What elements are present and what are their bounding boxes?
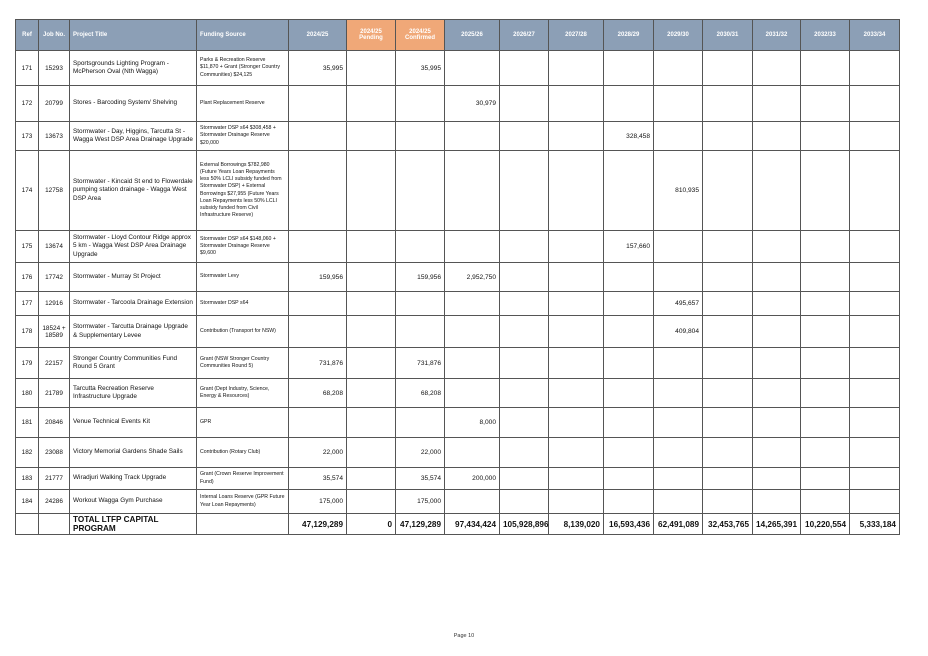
cell-job-no: 15293 [39, 51, 70, 86]
cell-2028-29 [604, 438, 654, 468]
cell-2024-25: 68,208 [289, 379, 347, 408]
cell-2028-29 [604, 86, 654, 122]
table-row [16, 379, 900, 408]
cell-2030-31 [703, 86, 753, 122]
cell-ref: 176 [16, 263, 39, 292]
cell-project-title: Victory Memorial Gardens Shade Sails [70, 438, 197, 468]
cell-2028-29 [604, 348, 654, 379]
cell-project-title: Wiradjuri Walking Track Upgrade [70, 468, 197, 490]
cell-2024-25-confirmed: 68,208 [396, 379, 445, 408]
table-row [16, 408, 900, 438]
cell-2027-28 [549, 348, 604, 379]
cell-2024-25-confirmed [396, 316, 445, 348]
cell-job-no: 18524 + 18589 [39, 316, 70, 348]
col-2032-33: 2032/33 [801, 20, 850, 51]
cell-2024-25-pending [347, 151, 396, 231]
cell-2026-27 [500, 379, 549, 408]
cell-2026-27 [500, 86, 549, 122]
cell-ref: 181 [16, 408, 39, 438]
cell-2032-33 [801, 151, 850, 231]
table-row [16, 122, 900, 151]
cell-2024-25-confirmed: 35,995 [396, 51, 445, 86]
cell-2025-26: 200,000 [445, 468, 500, 490]
cell-2031-32 [753, 151, 801, 231]
cell-2027-28 [549, 408, 604, 438]
cell-ref: 173 [16, 122, 39, 151]
cell-2026-27 [500, 231, 549, 263]
cell-funding-source: GPR [197, 408, 289, 438]
cell-2031-32 [753, 438, 801, 468]
cell-job-no: 17742 [39, 263, 70, 292]
cell-ref: 174 [16, 151, 39, 231]
cell-2024-25-pending [347, 490, 396, 514]
cell-2030-31 [703, 468, 753, 490]
cell-2024-25-pending [347, 379, 396, 408]
cell-ref: 178 [16, 316, 39, 348]
col-2028-29: 2028/29 [604, 20, 654, 51]
cell-ref: 179 [16, 348, 39, 379]
cell-2024-25-pending [347, 348, 396, 379]
cell-2032-33 [801, 348, 850, 379]
cell-2024-25 [289, 408, 347, 438]
total-2024-25-pending: 0 [347, 514, 396, 535]
col-2025-26: 2025/26 [445, 20, 500, 51]
total-ref-cell [16, 514, 39, 535]
table-row [16, 231, 900, 263]
cell-2024-25 [289, 122, 347, 151]
total-2031-32: 14,265,391 [753, 514, 801, 535]
cell-2030-31 [703, 348, 753, 379]
cell-2028-29 [604, 468, 654, 490]
cell-2024-25-confirmed [396, 408, 445, 438]
col-2024-25-confirmed: 2024/25 Confirmed [396, 20, 445, 51]
cell-funding-source: Grant (NSW Stronger Country Communities Round 5) [197, 348, 289, 379]
cell-2031-32 [753, 348, 801, 379]
cell-2030-31 [703, 51, 753, 86]
cell-2033-34 [850, 316, 900, 348]
cell-2030-31 [703, 122, 753, 151]
cell-2024-25-pending [347, 292, 396, 316]
cell-2033-34 [850, 379, 900, 408]
cell-2025-26: 30,979 [445, 86, 500, 122]
cell-2029-30 [654, 408, 703, 438]
cell-ref: 172 [16, 86, 39, 122]
cell-2026-27 [500, 122, 549, 151]
cell-funding-source: External Borrowings $782,980 (Future Years Loan Repayments less 50% LCLI subsidy funded from Stormwater DSP) + External Borrowings $27,955 (Future Years Loan Repayments less 50% LCLI subsidy funded from Civil Infrastructure Reserve) [197, 151, 289, 231]
table-row [16, 51, 900, 86]
cell-2027-28 [549, 86, 604, 122]
cell-2033-34 [850, 231, 900, 263]
table-row [16, 292, 900, 316]
cell-project-title: Stores - Barcoding System/ Shelving [70, 86, 197, 122]
cell-job-no: 20799 [39, 86, 70, 122]
cell-ref: 182 [16, 438, 39, 468]
table-row [16, 490, 900, 514]
cell-ref: 180 [16, 379, 39, 408]
cell-2033-34 [850, 438, 900, 468]
cell-2027-28 [549, 51, 604, 86]
col-2024-25: 2024/25 [289, 20, 347, 51]
cell-2025-26 [445, 151, 500, 231]
total-2026-27: 105,928,896 [500, 514, 549, 535]
cell-2024-25: 35,995 [289, 51, 347, 86]
cell-project-title: Stormwater - Kincaid St end to Flowerdale pumping station drainage - Wagga West DSP Area [70, 151, 197, 231]
cell-2030-31 [703, 231, 753, 263]
cell-2031-32 [753, 379, 801, 408]
cell-project-title: Tarcutta Recreation Reserve Infrastructure Upgrade [70, 379, 197, 408]
cell-2030-31 [703, 379, 753, 408]
cell-2033-34 [850, 263, 900, 292]
cell-2028-29 [604, 408, 654, 438]
cell-2024-25-pending [347, 468, 396, 490]
total-row [16, 514, 900, 535]
cell-funding-source: Stormwater DSP s64 [197, 292, 289, 316]
cell-2031-32 [753, 263, 801, 292]
cell-2028-29: 328,458 [604, 122, 654, 151]
cell-2026-27 [500, 292, 549, 316]
cell-project-title: Sportsgrounds Lighting Program - McPherson Oval (Nth Wagga) [70, 51, 197, 86]
cell-job-no: 20846 [39, 408, 70, 438]
cell-2024-25-pending [347, 316, 396, 348]
cell-funding-source: Parks & Recreation Reserve $11,870 + Grant (Stronger Country Communities) $24,125 [197, 51, 289, 86]
cell-2026-27 [500, 151, 549, 231]
col-2024-25-pending: 2024/25 Pending [347, 20, 396, 51]
cell-2027-28 [549, 490, 604, 514]
cell-project-title: Venue Technical Events Kit [70, 408, 197, 438]
col-2029-30: 2029/30 [654, 20, 703, 51]
cell-project-title: Stronger Country Communities Fund Round 5 Grant [70, 348, 197, 379]
cell-2026-27 [500, 316, 549, 348]
cell-2024-25: 731,876 [289, 348, 347, 379]
cell-2026-27 [500, 348, 549, 379]
cell-2032-33 [801, 438, 850, 468]
cell-2029-30 [654, 263, 703, 292]
cell-2030-31 [703, 292, 753, 316]
cell-project-title: Workout Wagga Gym Purchase [70, 490, 197, 514]
cell-2025-26 [445, 348, 500, 379]
cell-2033-34 [850, 348, 900, 379]
cell-2026-27 [500, 51, 549, 86]
cell-2029-30 [654, 438, 703, 468]
cell-2028-29 [604, 292, 654, 316]
cell-2029-30: 495,657 [654, 292, 703, 316]
cell-job-no: 21789 [39, 379, 70, 408]
cell-2027-28 [549, 379, 604, 408]
cell-2024-25: 159,956 [289, 263, 347, 292]
cell-2029-30 [654, 490, 703, 514]
col-job-no: Job No. [39, 20, 70, 51]
total-2030-31: 32,453,765 [703, 514, 753, 535]
cell-project-title: Stormwater - Tarcutta Drainage Upgrade & Supplementary Levee [70, 316, 197, 348]
cell-2033-34 [850, 151, 900, 231]
cell-2024-25-confirmed [396, 151, 445, 231]
cell-2031-32 [753, 490, 801, 514]
cell-2030-31 [703, 438, 753, 468]
cell-2027-28 [549, 263, 604, 292]
cell-2032-33 [801, 231, 850, 263]
cell-2027-28 [549, 316, 604, 348]
cell-2030-31 [703, 490, 753, 514]
cell-2033-34 [850, 490, 900, 514]
cell-2031-32 [753, 51, 801, 86]
cell-2029-30 [654, 51, 703, 86]
cell-2028-29 [604, 263, 654, 292]
cell-2025-26 [445, 379, 500, 408]
cell-job-no: 12916 [39, 292, 70, 316]
capital-program-table-wrap [15, 19, 899, 535]
cell-job-no: 13673 [39, 122, 70, 151]
cell-2025-26 [445, 490, 500, 514]
cell-2024-25 [289, 231, 347, 263]
cell-2027-28 [549, 151, 604, 231]
cell-project-title: Stormwater - Lloyd Contour Ridge approx 5 km - Wagga West DSP Area Drainage Upgrade [70, 231, 197, 263]
cell-2032-33 [801, 379, 850, 408]
cell-2033-34 [850, 468, 900, 490]
cell-2029-30: 409,804 [654, 316, 703, 348]
cell-2032-33 [801, 490, 850, 514]
cell-2029-30 [654, 468, 703, 490]
table-row [16, 316, 900, 348]
cell-2030-31 [703, 408, 753, 438]
cell-2025-26 [445, 231, 500, 263]
cell-job-no: 12758 [39, 151, 70, 231]
cell-2024-25-pending [347, 86, 396, 122]
col-2030-31: 2030/31 [703, 20, 753, 51]
total-2027-28: 8,139,020 [549, 514, 604, 535]
cell-2024-25-confirmed: 731,876 [396, 348, 445, 379]
capital-program-table [15, 19, 900, 535]
total-2025-26: 97,434,424 [445, 514, 500, 535]
table-row [16, 348, 900, 379]
cell-ref: 171 [16, 51, 39, 86]
cell-2033-34 [850, 292, 900, 316]
cell-2024-25-pending [347, 408, 396, 438]
cell-ref: 177 [16, 292, 39, 316]
total-2024-25-confirmed: 47,129,289 [396, 514, 445, 535]
cell-2024-25-pending [347, 438, 396, 468]
col-project-title: Project Title [70, 20, 197, 51]
cell-funding-source: Internal Loans Reserve (GPR Future Year Loan Repayments) [197, 490, 289, 514]
cell-2029-30 [654, 348, 703, 379]
total-2028-29: 16,593,436 [604, 514, 654, 535]
cell-ref: 175 [16, 231, 39, 263]
cell-2024-25-pending [347, 122, 396, 151]
cell-2024-25-confirmed [396, 86, 445, 122]
cell-funding-source: Stormwater DSP s64 $148,060 + Stormwater Drainage Reserve $9,600 [197, 231, 289, 263]
cell-funding-source: Stormwater DSP s64 $308,458 + Stormwater Drainage Reserve $20,000 [197, 122, 289, 151]
cell-2033-34 [850, 51, 900, 86]
cell-2025-26 [445, 316, 500, 348]
cell-funding-source: Grant (Crown Reserve Improvement Fund) [197, 468, 289, 490]
cell-funding-source: Stormwater Levy [197, 263, 289, 292]
cell-project-title: Stormwater - Day, Higgins, Tarcutta St - Wagga West DSP Area Drainage Upgrade [70, 122, 197, 151]
cell-2033-34 [850, 408, 900, 438]
cell-2029-30 [654, 86, 703, 122]
cell-2025-26 [445, 292, 500, 316]
cell-job-no: 23088 [39, 438, 70, 468]
total-2024-25: 47,129,289 [289, 514, 347, 535]
cell-2026-27 [500, 438, 549, 468]
cell-2028-29 [604, 51, 654, 86]
cell-project-title: Stormwater - Tarcoola Drainage Extension [70, 292, 197, 316]
cell-2026-27 [500, 408, 549, 438]
page-number: Page 10 [453, 633, 475, 639]
cell-funding-source: Plant Replacement Reserve [197, 86, 289, 122]
header-row [16, 20, 900, 51]
cell-2024-25-confirmed [396, 231, 445, 263]
cell-2024-25 [289, 86, 347, 122]
cell-funding-source: Grant (Dept Industry, Science, Energy & Resources) [197, 379, 289, 408]
total-2033-34: 5,333,184 [850, 514, 900, 535]
cell-2031-32 [753, 316, 801, 348]
cell-2025-26 [445, 51, 500, 86]
cell-2030-31 [703, 316, 753, 348]
cell-2025-26 [445, 122, 500, 151]
cell-ref: 183 [16, 468, 39, 490]
cell-job-no: 24286 [39, 490, 70, 514]
cell-2029-30 [654, 231, 703, 263]
cell-2032-33 [801, 292, 850, 316]
cell-2030-31 [703, 151, 753, 231]
cell-2028-29 [604, 379, 654, 408]
cell-2024-25-confirmed: 159,956 [396, 263, 445, 292]
total-2029-30: 62,491,089 [654, 514, 703, 535]
cell-2024-25 [289, 151, 347, 231]
cell-2029-30 [654, 122, 703, 151]
cell-2024-25: 35,574 [289, 468, 347, 490]
cell-2025-26 [445, 438, 500, 468]
cell-funding-source: Contribution (Transport for NSW) [197, 316, 289, 348]
cell-2033-34 [850, 122, 900, 151]
cell-2025-26: 8,000 [445, 408, 500, 438]
cell-2028-29 [604, 151, 654, 231]
cell-2029-30 [654, 379, 703, 408]
table-row [16, 151, 900, 231]
table-row [16, 468, 900, 490]
cell-2032-33 [801, 316, 850, 348]
cell-2024-25-confirmed: 175,000 [396, 490, 445, 514]
cell-2031-32 [753, 122, 801, 151]
col-2027-28: 2027/28 [549, 20, 604, 51]
cell-2028-29 [604, 490, 654, 514]
cell-job-no: 22157 [39, 348, 70, 379]
col-2033-34: 2033/34 [850, 20, 900, 51]
cell-2032-33 [801, 51, 850, 86]
cell-2027-28 [549, 292, 604, 316]
cell-2024-25-pending [347, 51, 396, 86]
cell-2024-25 [289, 316, 347, 348]
cell-project-title: Stormwater - Murray St Project [70, 263, 197, 292]
cell-2032-33 [801, 122, 850, 151]
cell-2024-25: 22,000 [289, 438, 347, 468]
cell-2027-28 [549, 438, 604, 468]
cell-2031-32 [753, 231, 801, 263]
col-2026-27: 2026/27 [500, 20, 549, 51]
table-row [16, 438, 900, 468]
cell-2032-33 [801, 263, 850, 292]
cell-2029-30: 810,935 [654, 151, 703, 231]
cell-2024-25-confirmed: 35,574 [396, 468, 445, 490]
cell-2027-28 [549, 231, 604, 263]
cell-2031-32 [753, 468, 801, 490]
total-2032-33: 10,220,554 [801, 514, 850, 535]
col-funding-source: Funding Source [197, 20, 289, 51]
cell-2032-33 [801, 408, 850, 438]
cell-2024-25-pending [347, 231, 396, 263]
cell-2028-29 [604, 316, 654, 348]
cell-2031-32 [753, 292, 801, 316]
cell-2024-25-confirmed [396, 122, 445, 151]
cell-2032-33 [801, 468, 850, 490]
cell-2026-27 [500, 263, 549, 292]
cell-2032-33 [801, 86, 850, 122]
cell-job-no: 13674 [39, 231, 70, 263]
cell-2033-34 [850, 86, 900, 122]
cell-job-no: 21777 [39, 468, 70, 490]
total-label: TOTAL LTFP CAPITAL PROGRAM [70, 514, 197, 535]
cell-2024-25 [289, 292, 347, 316]
cell-ref: 184 [16, 490, 39, 514]
cell-2026-27 [500, 490, 549, 514]
cell-2030-31 [703, 263, 753, 292]
cell-2031-32 [753, 408, 801, 438]
cell-2026-27 [500, 468, 549, 490]
table-row [16, 86, 900, 122]
col-2031-32: 2031/32 [753, 20, 801, 51]
cell-2024-25-confirmed: 22,000 [396, 438, 445, 468]
cell-2027-28 [549, 122, 604, 151]
col-ref: Ref [16, 20, 39, 51]
cell-2027-28 [549, 468, 604, 490]
cell-2025-26: 2,952,750 [445, 263, 500, 292]
total-funding-cell [197, 514, 289, 535]
total-job-cell [39, 514, 70, 535]
cell-2024-25: 175,000 [289, 490, 347, 514]
cell-2031-32 [753, 86, 801, 122]
cell-funding-source: Contribution (Rotary Club) [197, 438, 289, 468]
cell-2024-25-confirmed [396, 292, 445, 316]
cell-2028-29: 157,660 [604, 231, 654, 263]
cell-2024-25-pending [347, 263, 396, 292]
table-row [16, 263, 900, 292]
